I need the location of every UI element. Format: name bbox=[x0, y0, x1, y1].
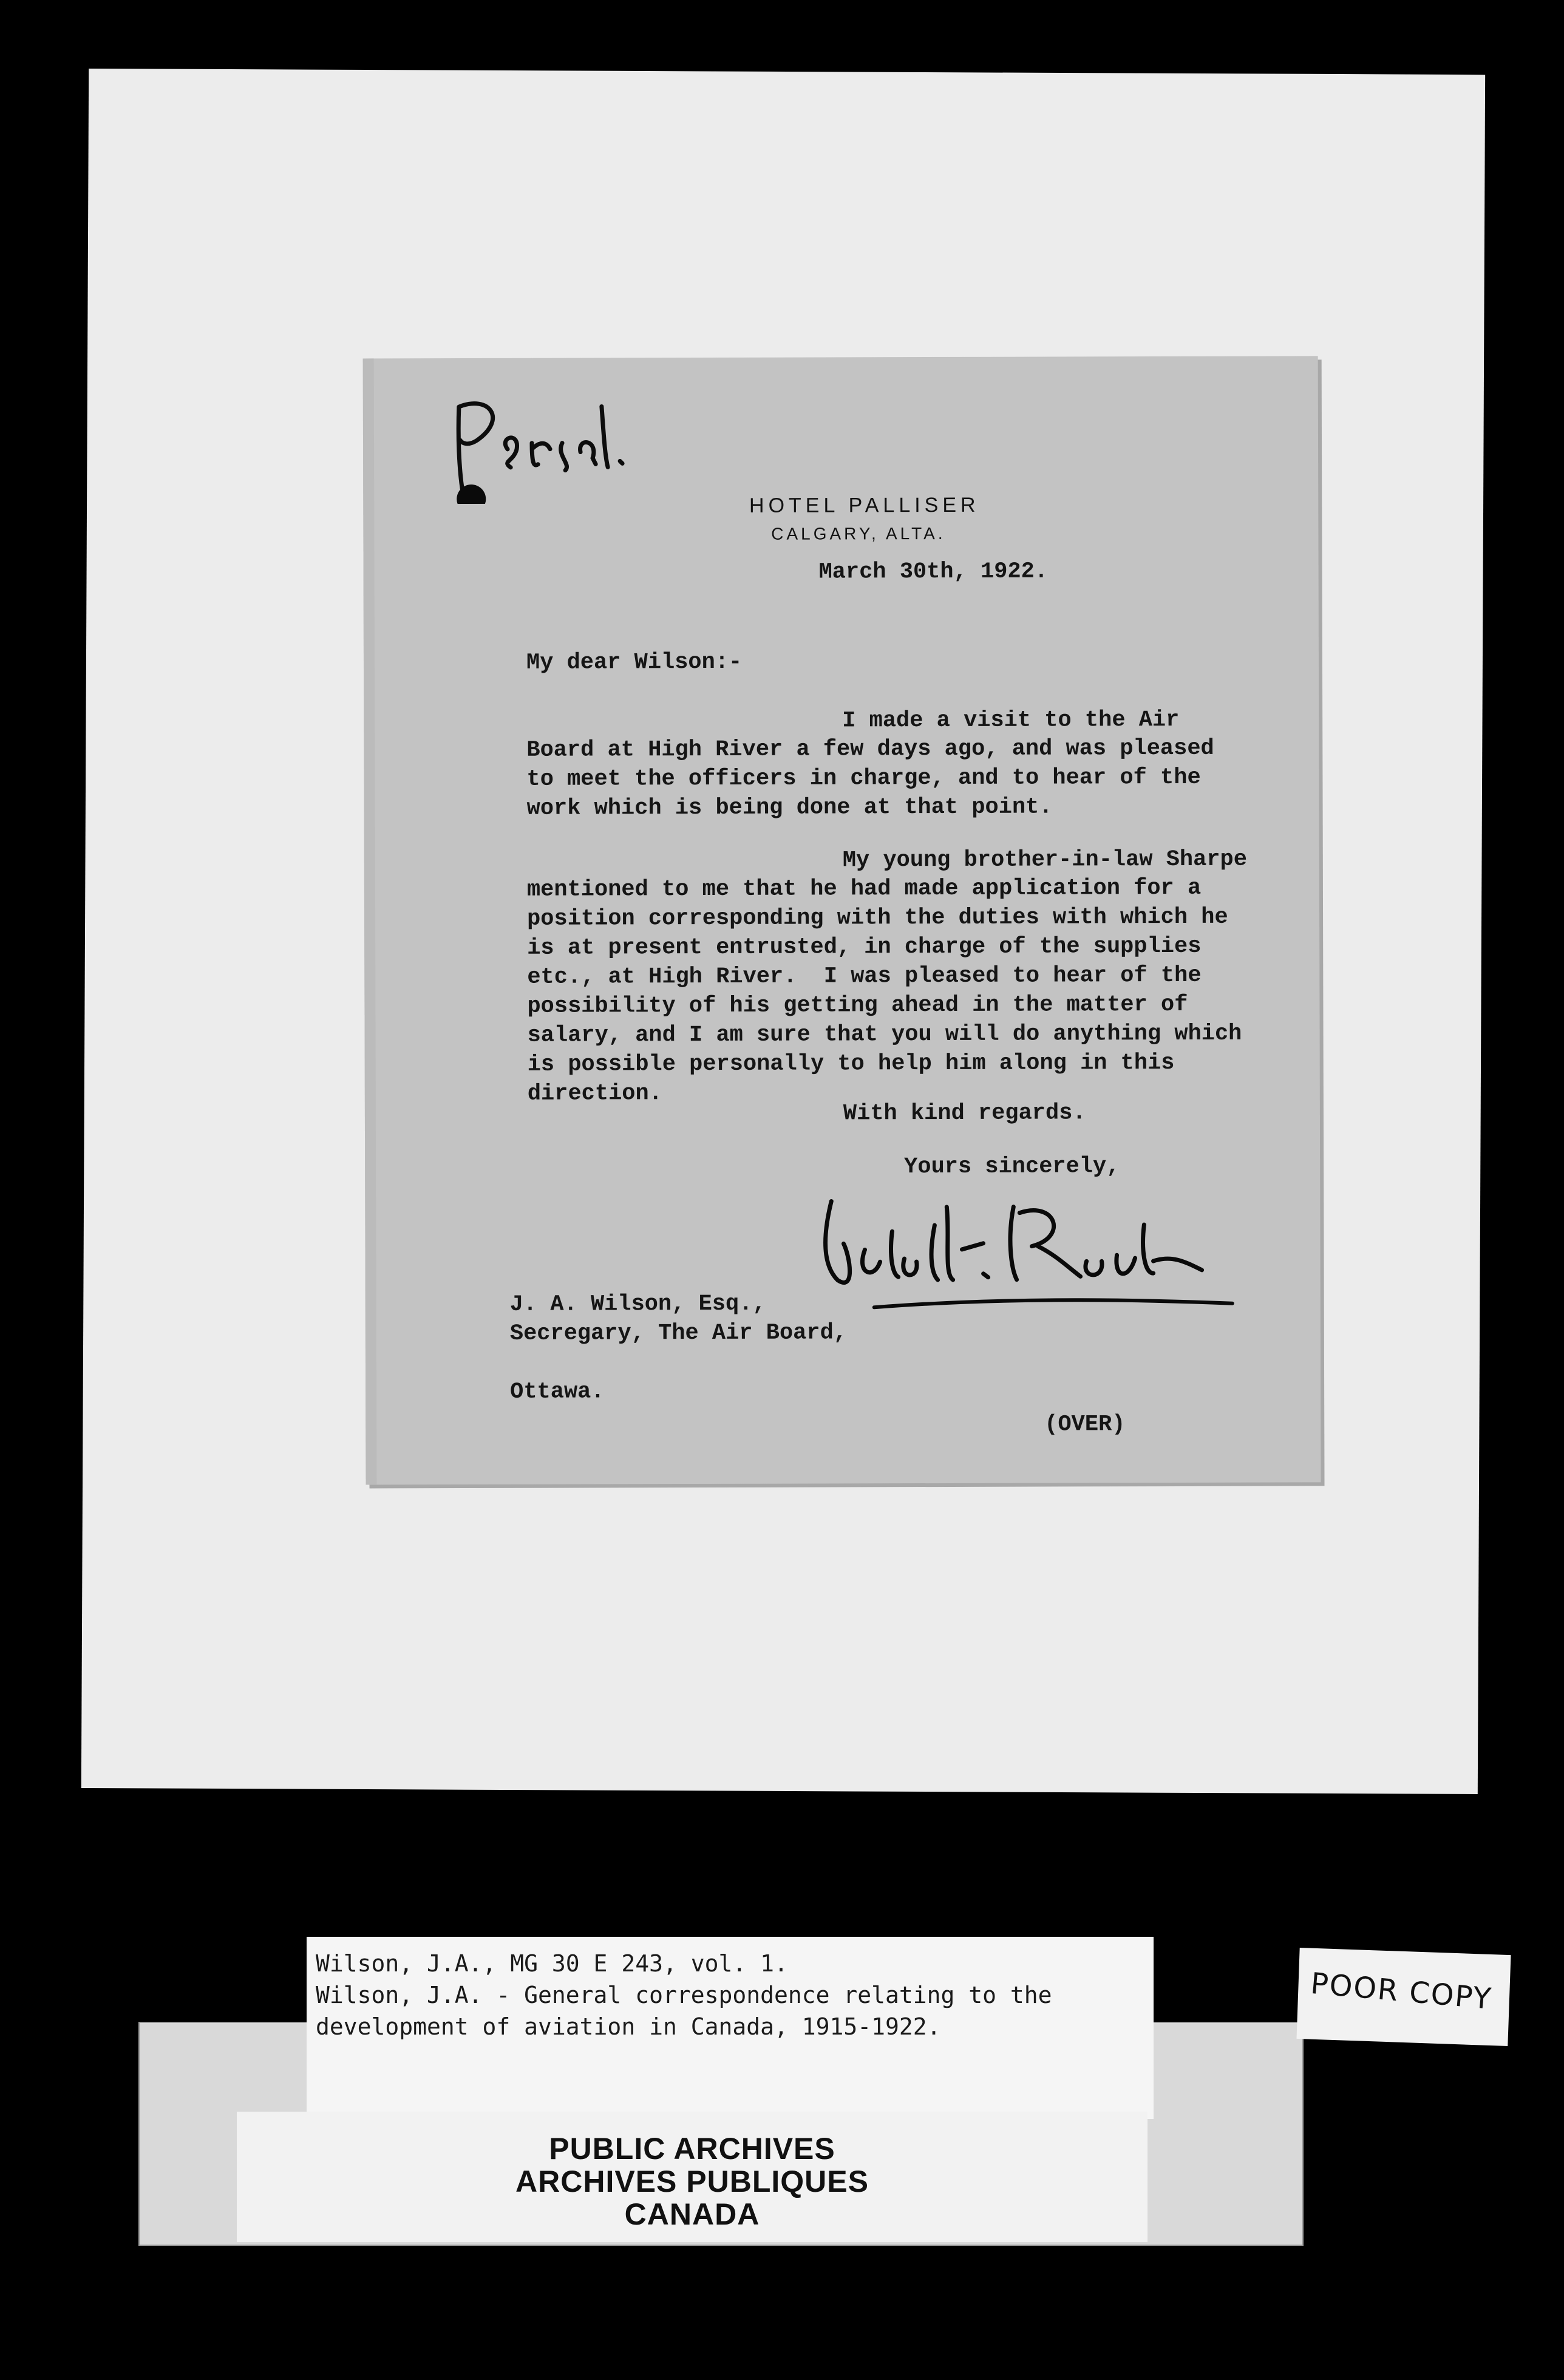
letter-page bbox=[363, 356, 1321, 1484]
letterhead-city: CALGARY, ALTA. bbox=[771, 523, 946, 543]
card-line-3: development of aviation in Canada, 1915-1922. bbox=[316, 2013, 941, 2040]
label-line-3: CANADA bbox=[624, 2197, 760, 2231]
paragraph-1: Board at High River a few days ago, and was pleased to meet the officers in charge, and to hear of the work which is being done at that point. bbox=[526, 735, 1214, 821]
addressee: J. A. Wilson, Esq., Secregary, The Air Board, Ottawa. bbox=[509, 1291, 848, 1405]
card-line-2: Wilson, J.A. - General correspondence relating to the bbox=[316, 1982, 1052, 2008]
archive-reference-card bbox=[307, 1937, 1154, 2119]
letterhead-name: HOTEL PALLISER bbox=[749, 493, 980, 517]
public-archives-label bbox=[237, 2112, 1148, 2242]
paragraph-2-first-line: My young brother-in-law Sharpe bbox=[842, 846, 1247, 874]
handwritten-personal-note bbox=[441, 382, 636, 504]
mount-board bbox=[81, 69, 1485, 1794]
card-line-1: Wilson, J.A., MG 30 E 243, vol. 1. bbox=[316, 1950, 788, 1977]
paragraph-2: mentioned to me that he had made application for a position corresponding with the duties with which he is at present entrusted, in charge of the supplies etc., at High River. I was pleased to hear of the possibility of his getting ahead in the matter of salary, and I am sure that you will do anything which is possible personally to help him along in this direction. bbox=[526, 875, 1242, 1107]
closing: With kind regards. bbox=[843, 1100, 1086, 1127]
paragraph-1-first-line: I made a visit to the Air bbox=[842, 707, 1180, 734]
over-note: (OVER) bbox=[1044, 1412, 1126, 1438]
signature bbox=[813, 1188, 1275, 1317]
salutation: My dear Wilson:- bbox=[526, 649, 743, 676]
label-line-2: ARCHIVES PUBLIQUES bbox=[515, 2164, 869, 2198]
label-line-1: PUBLIC ARCHIVES bbox=[549, 2132, 835, 2166]
sign-off: Yours sincerely, bbox=[904, 1154, 1120, 1180]
letter-date: March 30th, 1922. bbox=[818, 559, 1049, 585]
poor-copy-text: POOR COPY bbox=[1309, 1966, 1494, 2016]
poor-copy-tag bbox=[1296, 1948, 1511, 2046]
